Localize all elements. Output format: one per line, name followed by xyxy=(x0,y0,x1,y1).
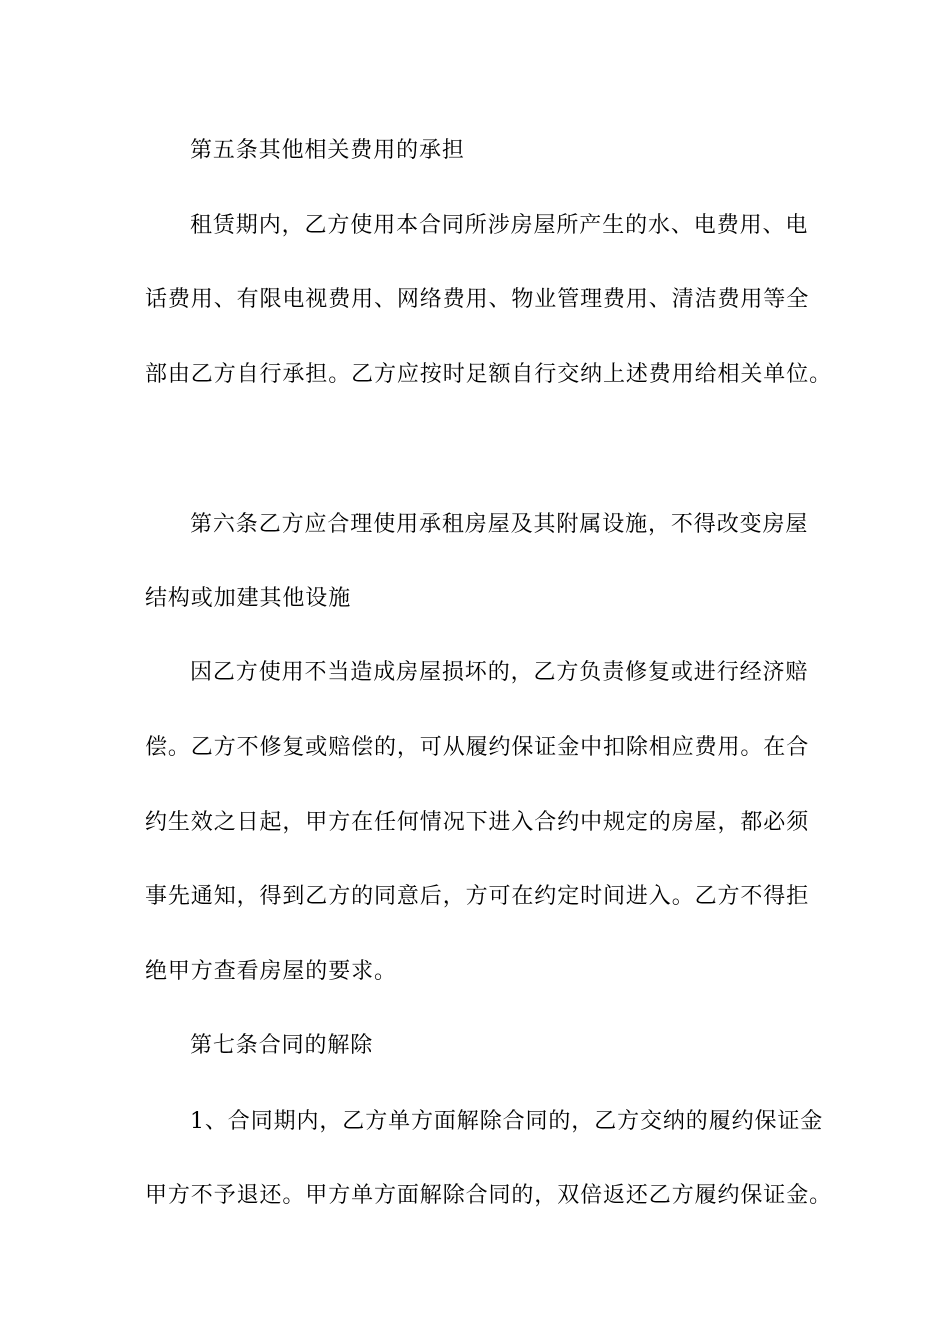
section-6-paragraph-line: 因乙方使用不当造成房屋损坏的，乙方负责修复或进行经济赔 xyxy=(190,660,809,685)
section-7-heading: 第七条合同的解除 xyxy=(190,1033,374,1058)
section-5-paragraph-line: 部由乙方自行承担。乙方应按时足额自行交纳上述费用给相关单位。 xyxy=(145,362,833,387)
section-7-paragraph-line: 1、合同期内，乙方单方面解除合同的，乙方交纳的履约保证金 xyxy=(190,1109,824,1134)
section-6-heading: 第六条乙方应合理使用承租房屋及其附属设施，不得改变房屋 xyxy=(190,512,809,537)
section-6-paragraph-line: 偿。乙方不修复或赔偿的，可从履约保证金中扣除相应费用。在合 xyxy=(145,735,810,760)
section-5-paragraph-line: 话费用、有限电视费用、网络费用、物业管理费用、清洁费用等全 xyxy=(145,287,810,312)
section-6-paragraph-line: 事先通知，得到乙方的同意后，方可在约定时间进入。乙方不得拒 xyxy=(145,884,810,909)
section-5-heading: 第五条其他相关费用的承担 xyxy=(190,138,465,163)
section-6-paragraph-line: 约生效之日起，甲方在任何情况下进入合约中规定的房屋，都必须 xyxy=(145,810,810,835)
section-6-paragraph-line: 绝甲方查看房屋的要求。 xyxy=(145,959,397,984)
section-6-heading-continued: 结构或加建其他设施 xyxy=(145,586,352,611)
section-7-paragraph-line: 甲方不予退还。甲方单方面解除合同的，双倍返还乙方履约保证金。 xyxy=(145,1183,833,1208)
section-5-paragraph-line: 租赁期内，乙方使用本合同所涉房屋所产生的水、电费用、电 xyxy=(190,213,809,238)
